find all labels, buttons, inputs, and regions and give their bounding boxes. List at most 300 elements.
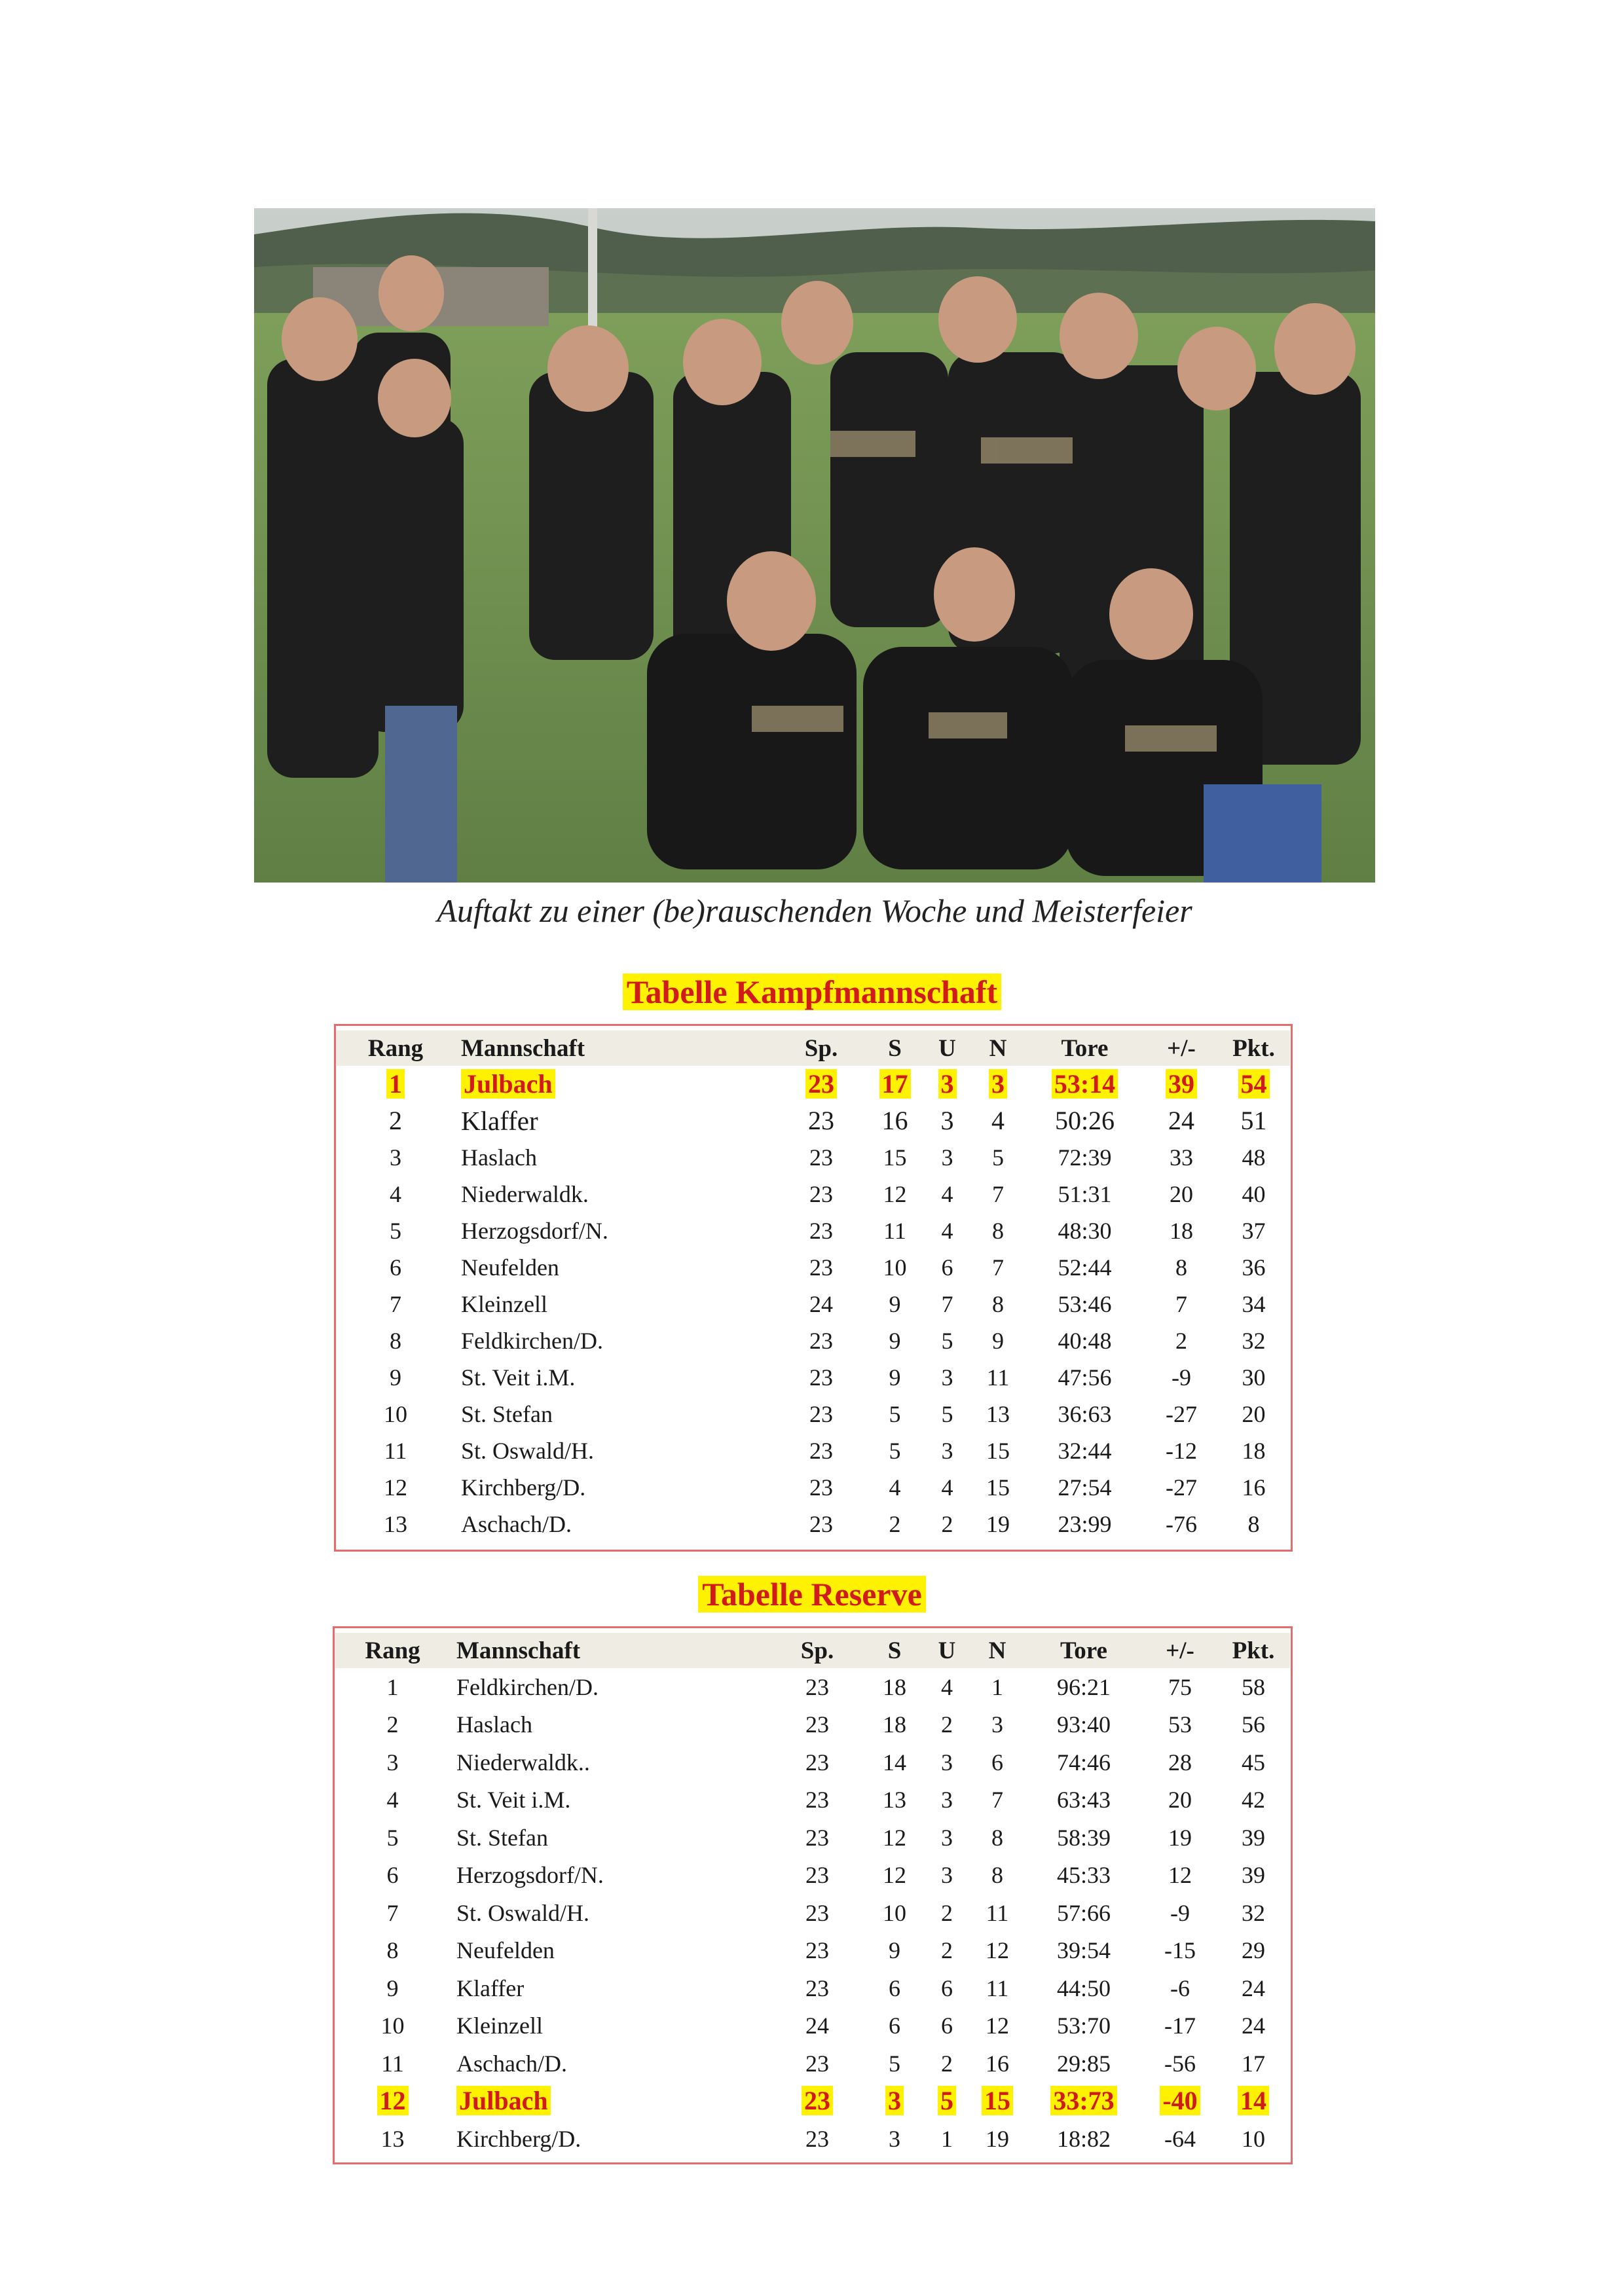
table-row: [335, 1969, 1290, 2007]
cell-n: 13: [986, 1401, 1010, 1427]
cell-pkt: 16: [1242, 1474, 1266, 1501]
cell-tore: 53:46: [1058, 1291, 1112, 1317]
table-row: [335, 2120, 1290, 2158]
cell-team: Herzogsdorf/N.: [461, 1218, 608, 1244]
kampfmannschaft-header-row: [337, 1030, 1290, 1066]
cell-team: Kirchberg/D.: [461, 1474, 586, 1501]
cell-u: 3: [941, 1824, 953, 1851]
cell-tore: 48:30: [1058, 1218, 1112, 1244]
cell-tore: 58:39: [1056, 1824, 1111, 1851]
column-header: S: [887, 1637, 902, 1664]
highlighted-value: 39: [1166, 1069, 1197, 1099]
cell-tore: 23:99: [1058, 1511, 1112, 1537]
cell-n: 19: [986, 2125, 1009, 2152]
cell-s: 11: [883, 1218, 906, 1244]
cell-s: 2: [889, 1511, 901, 1537]
cell-n: 7: [992, 1181, 1004, 1207]
column-header: U: [938, 1034, 956, 1062]
cell-u: 3: [941, 1364, 953, 1391]
cell-diff: -56: [1164, 2050, 1196, 2077]
column-header: Tore: [1060, 1637, 1107, 1664]
cell-n: 4: [991, 1106, 1005, 1135]
column-header: Pkt.: [1232, 1637, 1275, 1664]
cell-s: 3: [889, 2125, 900, 2152]
cell-tore: 74:46: [1056, 1749, 1111, 1776]
cell-team: Feldkirchen/D.: [461, 1328, 603, 1354]
cell-diff: 2: [1175, 1328, 1187, 1354]
photo-caption: Auftakt zu einer (be)rauschenden Woche und Meisterfeier: [437, 892, 1192, 929]
cell-diff: -76: [1166, 1511, 1197, 1537]
cell-s: [867, 1066, 923, 1102]
cell-u: 2: [941, 1937, 953, 1964]
table-row: [335, 1819, 1290, 1857]
cell-s: 5: [889, 2050, 900, 2077]
cell-n: 11: [986, 1975, 1009, 2001]
cell-u: 5: [941, 1401, 953, 1427]
cell-u: 6: [941, 1254, 953, 1281]
table-row: [335, 1668, 1290, 1706]
highlighted-value: Julbach: [456, 2086, 551, 2115]
cell-pkt: 32: [1242, 1899, 1265, 1926]
highlighted-value: 3: [885, 2086, 904, 2115]
cell-s: 4: [889, 1474, 901, 1501]
cell-rang: [337, 1066, 454, 1102]
table-row: [335, 1932, 1290, 1970]
highlighted-value: -40: [1160, 2086, 1200, 2115]
cell-team: Neufelden: [461, 1254, 559, 1281]
cell-sp: 23: [809, 1181, 833, 1207]
cell-u: 4: [941, 1474, 953, 1501]
cell-diff: -9: [1172, 1364, 1191, 1391]
cell-rang: 2: [386, 1711, 399, 1738]
cell-rang: [335, 2083, 450, 2121]
cell-pkt: 42: [1242, 1787, 1265, 1813]
cell-diff: 28: [1168, 1749, 1192, 1776]
cell-u: 2: [941, 2050, 953, 2077]
column-header: S: [888, 1034, 902, 1062]
reserve-title-text: Tabelle Reserve: [698, 1576, 926, 1613]
cell-n: 5: [992, 1144, 1004, 1171]
cell-s: 14: [883, 1749, 906, 1776]
cell-tore: 36:63: [1058, 1401, 1112, 1427]
column-header: Pkt.: [1232, 1034, 1275, 1062]
cell-team: Haslach: [461, 1144, 537, 1171]
cell-team: Feldkirchen/D.: [456, 1673, 599, 1700]
cell-sp: 24: [805, 2013, 829, 2039]
cell-rang: 3: [386, 1749, 399, 1776]
cell-sp: 23: [805, 1749, 829, 1776]
cell-team: Aschach/D.: [461, 1511, 572, 1537]
column-header: N: [989, 1034, 1007, 1062]
cell-sp: [775, 1066, 867, 1102]
cell-u: 3: [941, 1787, 953, 1813]
cell-team: Klaffer: [461, 1105, 538, 1136]
cell-u: 7: [941, 1291, 953, 1317]
cell-u: 4: [941, 1673, 953, 1700]
cell-team: St. Veit i.M.: [461, 1364, 576, 1391]
cell-team: St. Oswald/H.: [461, 1438, 595, 1464]
cell-tore: 93:40: [1056, 1711, 1111, 1738]
cell-tore: 53:70: [1056, 2013, 1111, 2039]
cell-pkt: [1217, 2083, 1290, 2121]
cell-s: 12: [883, 1824, 906, 1851]
cell-team: Klaffer: [456, 1975, 525, 2001]
cell-u: [923, 2083, 970, 2121]
cell-team: Herzogsdorf/N.: [456, 1862, 604, 1889]
cell-rang: 13: [384, 1511, 407, 1537]
cell-tore: 18:82: [1056, 2125, 1111, 2152]
cell-rang: 4: [390, 1181, 401, 1207]
table-row: [335, 2007, 1290, 2045]
cell-rang: 7: [390, 1291, 401, 1317]
cell-tore: 57:66: [1056, 1899, 1111, 1926]
highlighted-value: 1: [386, 1069, 405, 1099]
cell-diff: 8: [1175, 1254, 1187, 1281]
cell-tore: 45:33: [1056, 1862, 1111, 1889]
cell-rang: 11: [381, 2050, 404, 2077]
cell-diff: 7: [1175, 1291, 1187, 1317]
highlighted-value: 33:73: [1050, 2086, 1116, 2115]
cell-pkt: 10: [1242, 2125, 1265, 2152]
cell-team: St. Stefan: [461, 1401, 553, 1427]
team-photo: [254, 208, 1375, 883]
cell-s: 5: [889, 1438, 901, 1464]
cell-sp: 23: [805, 1975, 829, 2001]
cell-s: 5: [889, 1401, 901, 1427]
cell-s: 15: [883, 1144, 907, 1171]
kampfmannschaft-table: [337, 1030, 1290, 1542]
cell-s: 13: [883, 1787, 906, 1813]
cell-sp: 23: [809, 1144, 833, 1171]
column-header: Mannschaft: [461, 1034, 585, 1062]
cell-n: 9: [992, 1328, 1004, 1354]
highlighted-value: 54: [1238, 1069, 1270, 1099]
cell-s: 9: [889, 1364, 901, 1391]
cell-pkt: 29: [1242, 1937, 1265, 1964]
cell-n: 15: [986, 1474, 1010, 1501]
cell-s: 9: [889, 1328, 901, 1354]
cell-diff: 20: [1170, 1181, 1193, 1207]
cell-u: 6: [941, 2013, 953, 2039]
highlighted-value: Julbach: [461, 1069, 555, 1099]
cell-rang: 5: [390, 1218, 401, 1244]
cell-rang: 7: [386, 1899, 399, 1926]
cell-team: Kleinzell: [461, 1291, 547, 1317]
highlighted-value: 23: [805, 1069, 837, 1099]
cell-pkt: 45: [1242, 1749, 1265, 1776]
cell-tore: [1024, 2083, 1143, 2121]
cell-u: 4: [941, 1218, 953, 1244]
cell-n: 12: [986, 1937, 1009, 1964]
cell-team: Haslach: [456, 1711, 532, 1738]
table-row: [335, 2083, 1290, 2121]
cell-pkt: 24: [1242, 2013, 1265, 2039]
cell-n: 8: [992, 1291, 1004, 1317]
cell-s: 6: [889, 1975, 900, 2001]
cell-pkt: 34: [1242, 1291, 1266, 1317]
cell-s: 9: [889, 1937, 900, 1964]
cell-tore: 63:43: [1056, 1787, 1111, 1813]
cell-n: [972, 1066, 1024, 1102]
cell-u: 1: [941, 2125, 953, 2152]
cell-sp: 24: [809, 1291, 833, 1317]
cell-rang: 11: [384, 1438, 407, 1464]
cell-rang: 2: [389, 1106, 402, 1135]
table-row: [337, 1396, 1290, 1432]
cell-rang: 1: [386, 1673, 399, 1700]
cell-pkt: 30: [1242, 1364, 1266, 1391]
cell-sp: 23: [805, 1899, 829, 1926]
table-row: [337, 1139, 1290, 1176]
table-row: [337, 1102, 1290, 1139]
cell-u: 3: [941, 1438, 953, 1464]
table-row: [337, 1066, 1290, 1102]
cell-sp: 23: [809, 1218, 833, 1244]
table-row: [337, 1432, 1290, 1469]
cell-diff: 12: [1168, 1862, 1192, 1889]
table-row: [337, 1469, 1290, 1506]
cell-team: Kleinzell: [456, 2013, 543, 2039]
cell-tore: 29:85: [1056, 2050, 1111, 2077]
cell-diff: -27: [1166, 1401, 1197, 1427]
cell-n: 7: [992, 1254, 1004, 1281]
cell-u: 2: [941, 1711, 953, 1738]
column-header: U: [938, 1637, 956, 1664]
cell-s: 10: [883, 1899, 906, 1926]
cell-team: Aschach/D.: [456, 2050, 567, 2077]
cell-tore: 27:54: [1058, 1474, 1112, 1501]
cell-diff: -27: [1166, 1474, 1197, 1501]
cell-n: [970, 2083, 1024, 2121]
column-header: Rang: [367, 1034, 424, 1062]
cell-pkt: 39: [1242, 1824, 1265, 1851]
cell-u: 2: [941, 1899, 953, 1926]
cell-tore: 47:56: [1058, 1364, 1112, 1391]
cell-s: 10: [883, 1254, 907, 1281]
cell-diff: -15: [1164, 1937, 1196, 1964]
table-row: [337, 1506, 1290, 1542]
cell-team: Niederwaldk.: [461, 1181, 589, 1207]
cell-sp: 23: [809, 1328, 833, 1354]
cell-pkt: 36: [1242, 1254, 1266, 1281]
cell-rang: 12: [384, 1474, 407, 1501]
cell-sp: 23: [805, 2050, 829, 2077]
cell-rang: 8: [386, 1937, 399, 1964]
cell-u: 4: [941, 1181, 953, 1207]
cell-n: 3: [991, 1711, 1003, 1738]
highlighted-value: 53:14: [1052, 1069, 1118, 1099]
cell-diff: 19: [1168, 1824, 1192, 1851]
cell-s: 9: [889, 1291, 901, 1317]
highlighted-value: 17: [879, 1069, 911, 1099]
cell-pkt: 39: [1242, 1862, 1265, 1889]
column-header: Tore: [1061, 1034, 1109, 1062]
cell-sp: [769, 2083, 866, 2121]
cell-sp: 23: [809, 1401, 833, 1427]
cell-tore: 44:50: [1056, 1975, 1111, 2001]
column-header: Mannschaft: [456, 1637, 581, 1664]
column-header: N: [988, 1637, 1006, 1664]
cell-n: 6: [991, 1749, 1003, 1776]
kampfmannschaft-title: [0, 973, 1624, 1011]
cell-team: Neufelden: [456, 1937, 555, 1964]
highlighted-value: 14: [1238, 2086, 1269, 2115]
cell-pkt: 18: [1242, 1438, 1266, 1464]
cell-diff: -12: [1166, 1438, 1197, 1464]
cell-u: 3: [940, 1106, 954, 1135]
cell-s: 6: [889, 2013, 900, 2039]
table-row: [335, 1743, 1290, 1781]
table-row: [337, 1176, 1290, 1212]
cell-tore: 96:21: [1056, 1673, 1111, 1700]
table-row: [337, 1359, 1290, 1396]
cell-pkt: 8: [1247, 1511, 1260, 1537]
cell-rang: 4: [386, 1787, 399, 1813]
cell-sp: 23: [805, 1824, 829, 1851]
cell-sp: 23: [805, 1711, 829, 1738]
cell-tore: 52:44: [1058, 1254, 1112, 1281]
cell-diff: 33: [1170, 1144, 1193, 1171]
table-row: [335, 2045, 1290, 2083]
table-row: [337, 1212, 1290, 1249]
cell-diff: 18: [1170, 1218, 1193, 1244]
cell-n: 1: [991, 1673, 1003, 1700]
cell-u: 6: [941, 1975, 953, 2001]
cell-diff: -17: [1164, 2013, 1196, 2039]
cell-tore: 50:26: [1054, 1106, 1115, 1135]
table-row: [337, 1249, 1290, 1286]
cell-team: Niederwaldk..: [456, 1749, 590, 1776]
cell-team: [450, 2083, 769, 2121]
cell-rang: 9: [390, 1364, 401, 1391]
cell-pkt: 56: [1242, 1711, 1265, 1738]
reserve-header-row: [335, 1633, 1290, 1668]
cell-sp: 23: [805, 1787, 829, 1813]
cell-u: 2: [941, 1511, 953, 1537]
cell-sp: 23: [809, 1364, 833, 1391]
cell-diff: 20: [1168, 1787, 1192, 1813]
cell-s: [866, 2083, 923, 2121]
cell-pkt: 32: [1242, 1328, 1266, 1354]
cell-pkt: 58: [1242, 1673, 1265, 1700]
cell-team: [454, 1066, 775, 1102]
table-row: [337, 1286, 1290, 1322]
cell-sp: 23: [809, 1254, 833, 1281]
cell-team: Kirchberg/D.: [456, 2125, 581, 2152]
cell-u: 5: [941, 1328, 953, 1354]
cell-n: 11: [986, 1899, 1009, 1926]
table-row: [335, 1706, 1290, 1744]
cell-pkt: 37: [1242, 1218, 1266, 1244]
cell-tore: 51:31: [1058, 1181, 1112, 1207]
cell-tore: 72:39: [1058, 1144, 1112, 1171]
column-header: Sp.: [800, 1637, 834, 1664]
cell-rang: 13: [380, 2125, 405, 2152]
cell-pkt: 24: [1242, 1975, 1265, 2001]
cell-rang: 10: [384, 1401, 407, 1427]
cell-n: 7: [991, 1787, 1003, 1813]
cell-diff: 53: [1168, 1711, 1192, 1738]
cell-sp: 23: [809, 1511, 833, 1537]
cell-rang: 8: [390, 1328, 401, 1354]
cell-tore: 32:44: [1058, 1438, 1112, 1464]
cell-rang: 9: [386, 1975, 399, 2001]
cell-pkt: 48: [1242, 1144, 1266, 1171]
highlighted-value: 12: [377, 2086, 409, 2115]
cell-rang: 3: [390, 1144, 401, 1171]
kampfmannschaft-title-text: Tabelle Kampfmannschaft: [623, 974, 1001, 1010]
cell-tore: 39:54: [1056, 1937, 1111, 1964]
cell-n: 8: [991, 1862, 1003, 1889]
cell-s: 12: [883, 1862, 906, 1889]
cell-n: 16: [986, 2050, 1009, 2077]
cell-diff: 75: [1168, 1673, 1192, 1700]
reserve-title: [0, 1575, 1624, 1613]
cell-pkt: 20: [1242, 1401, 1266, 1427]
cell-u: [923, 1066, 972, 1102]
cell-sp: 23: [809, 1438, 833, 1464]
column-header: Sp.: [804, 1034, 838, 1062]
cell-sp: 23: [809, 1474, 833, 1501]
highlighted-value: 3: [938, 1069, 957, 1099]
cell-u: 3: [941, 1749, 953, 1776]
cell-s: 12: [883, 1181, 907, 1207]
column-header: Rang: [365, 1637, 420, 1664]
cell-tore: [1024, 1066, 1145, 1102]
highlighted-value: 15: [982, 2086, 1013, 2115]
cell-rang: 6: [386, 1862, 399, 1889]
highlighted-value: 23: [802, 2086, 833, 2115]
column-header: +/-: [1166, 1637, 1194, 1664]
cell-s: 16: [881, 1106, 908, 1135]
cell-u: 3: [941, 1862, 953, 1889]
cell-diff: [1145, 1066, 1217, 1102]
cell-n: 19: [986, 1511, 1010, 1537]
cell-diff: -64: [1164, 2125, 1196, 2152]
highlighted-value: 3: [989, 1069, 1007, 1099]
cell-n: 12: [986, 2013, 1009, 2039]
cell-rang: 10: [380, 2013, 405, 2039]
highlighted-value: 5: [938, 2086, 956, 2115]
cell-team: St. Stefan: [456, 1824, 548, 1851]
cell-pkt: 17: [1242, 2050, 1265, 2077]
cell-s: 18: [883, 1711, 906, 1738]
cell-sp: 23: [805, 1862, 829, 1889]
cell-n: 15: [986, 1438, 1010, 1464]
cell-sp: 23: [808, 1106, 834, 1135]
cell-team: St. Veit i.M.: [456, 1787, 571, 1813]
cell-team: St. Oswald/H.: [456, 1899, 590, 1926]
cell-rang: 6: [390, 1254, 401, 1281]
cell-n: 11: [986, 1364, 1010, 1391]
cell-diff: -9: [1170, 1899, 1190, 1926]
cell-rang: 5: [386, 1824, 399, 1851]
table-row: [337, 1322, 1290, 1359]
cell-diff: 24: [1168, 1106, 1194, 1135]
cell-diff: [1143, 2083, 1217, 2121]
cell-s: 18: [883, 1673, 906, 1700]
table-row: [335, 1894, 1290, 1932]
cell-pkt: [1217, 1066, 1290, 1102]
cell-sp: 23: [805, 2125, 829, 2152]
table-row: [335, 1857, 1290, 1895]
cell-sp: 23: [805, 1937, 829, 1964]
team-photo-image: [254, 208, 1375, 883]
column-header: +/-: [1167, 1034, 1196, 1062]
reserve-table: [335, 1633, 1290, 2158]
cell-sp: 23: [805, 1673, 829, 1700]
cell-diff: -6: [1170, 1975, 1190, 2001]
